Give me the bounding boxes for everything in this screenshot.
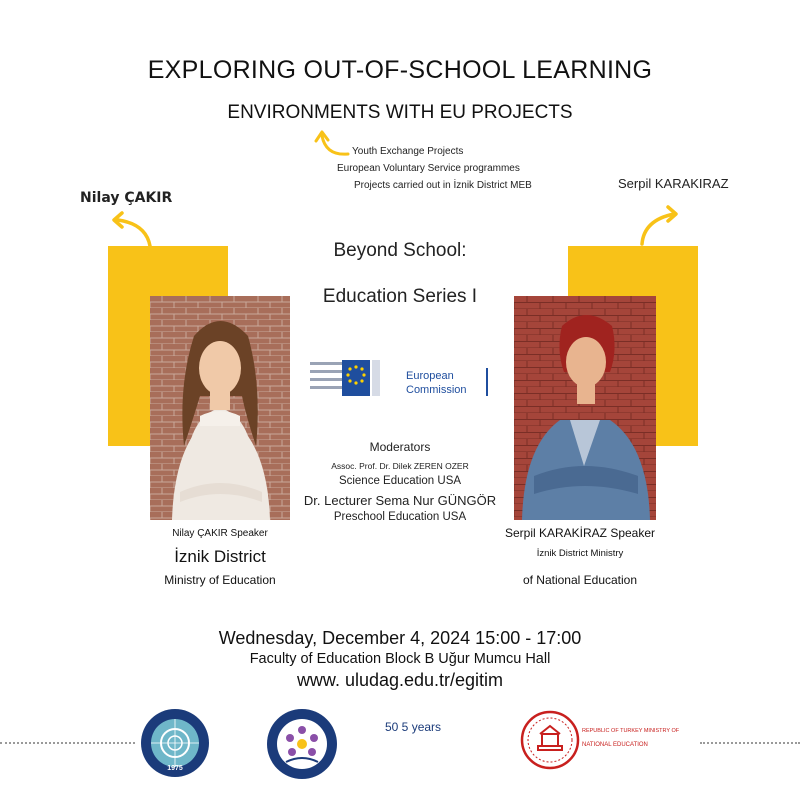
ministry-emblem-icon: [520, 710, 580, 770]
speaker-right-caption: Serpil KARAKİRAZ Speaker: [504, 526, 656, 540]
ministry-name-line2: NATIONAL EDUCATION: [582, 742, 648, 748]
anniversary-badge: 50 5 years: [385, 720, 442, 734]
university-founding-year: 1975: [167, 765, 183, 772]
moderator-1-name: Assoc. Prof. Dr. Dilek ZEREN OZER: [331, 461, 469, 471]
speaker-left-caption: Nilay ÇAKIR Speaker: [172, 528, 268, 539]
speaker-left-org: Ministry of Education: [164, 573, 276, 587]
curved-arrow-icon: [106, 210, 156, 250]
speaker-left-district: İznik District: [174, 547, 266, 566]
eu-logo-text-line2: Commission: [406, 384, 467, 396]
main-title-line2: ENVIRONMENTS WITH EU PROJECTS: [227, 102, 573, 123]
european-commission-logo: [310, 350, 492, 402]
eu-logo-text-line1: European: [406, 370, 454, 382]
speaker-right-district: İznik District Ministry: [536, 548, 624, 559]
speaker-right-photo: [514, 296, 656, 520]
speaker-right-org: of National Education: [522, 573, 638, 587]
event-website-link[interactable]: www. uludag.edu.tr/egitim: [296, 670, 504, 690]
moderators-heading: Moderators: [369, 440, 431, 454]
speaker-right-handwritten-name: Serpil KARAKIRAZ: [618, 176, 729, 191]
project-item: Youth Exchange Projects: [352, 146, 464, 157]
moderator-2-name: Dr. Lecturer Sema Nur GÜNGÖR: [303, 493, 497, 508]
speaker-left-handwritten-name: Nilay ÇAKIR: [80, 190, 173, 206]
project-item: European Voluntary Service programmes: [337, 163, 520, 174]
series-title-line1: Beyond School:: [333, 240, 467, 261]
divider-left: [0, 742, 135, 744]
project-item: Projects carried out in İznik District MEB: [354, 180, 532, 191]
event-datetime: Wednesday, December 4, 2024 15:00 - 17:00: [218, 628, 582, 648]
faculty-seal-logo: [266, 708, 338, 780]
main-title-line1: EXPLORING OUT-OF-SCHOOL LEARNING: [147, 56, 653, 84]
moderator-2-department: Preschool Education USA: [333, 511, 467, 523]
curved-arrow-icon: [312, 128, 352, 160]
speaker-left-photo: [150, 296, 290, 520]
university-seal-logo: [140, 708, 210, 778]
series-title-line2: Education Series I: [322, 286, 478, 307]
event-location: Faculty of Education Block B Uğur Mumcu Hall: [249, 651, 551, 667]
moderator-1-department: Science Education USA: [338, 475, 462, 487]
ministry-name-line1: REPUBLIC OF TURKEY MINISTRY OF: [582, 728, 680, 734]
curved-arrow-icon: [636, 204, 686, 248]
divider-right: [700, 742, 800, 744]
ministry-logo: [520, 710, 690, 770]
faculty-seal-icon: [266, 708, 338, 780]
